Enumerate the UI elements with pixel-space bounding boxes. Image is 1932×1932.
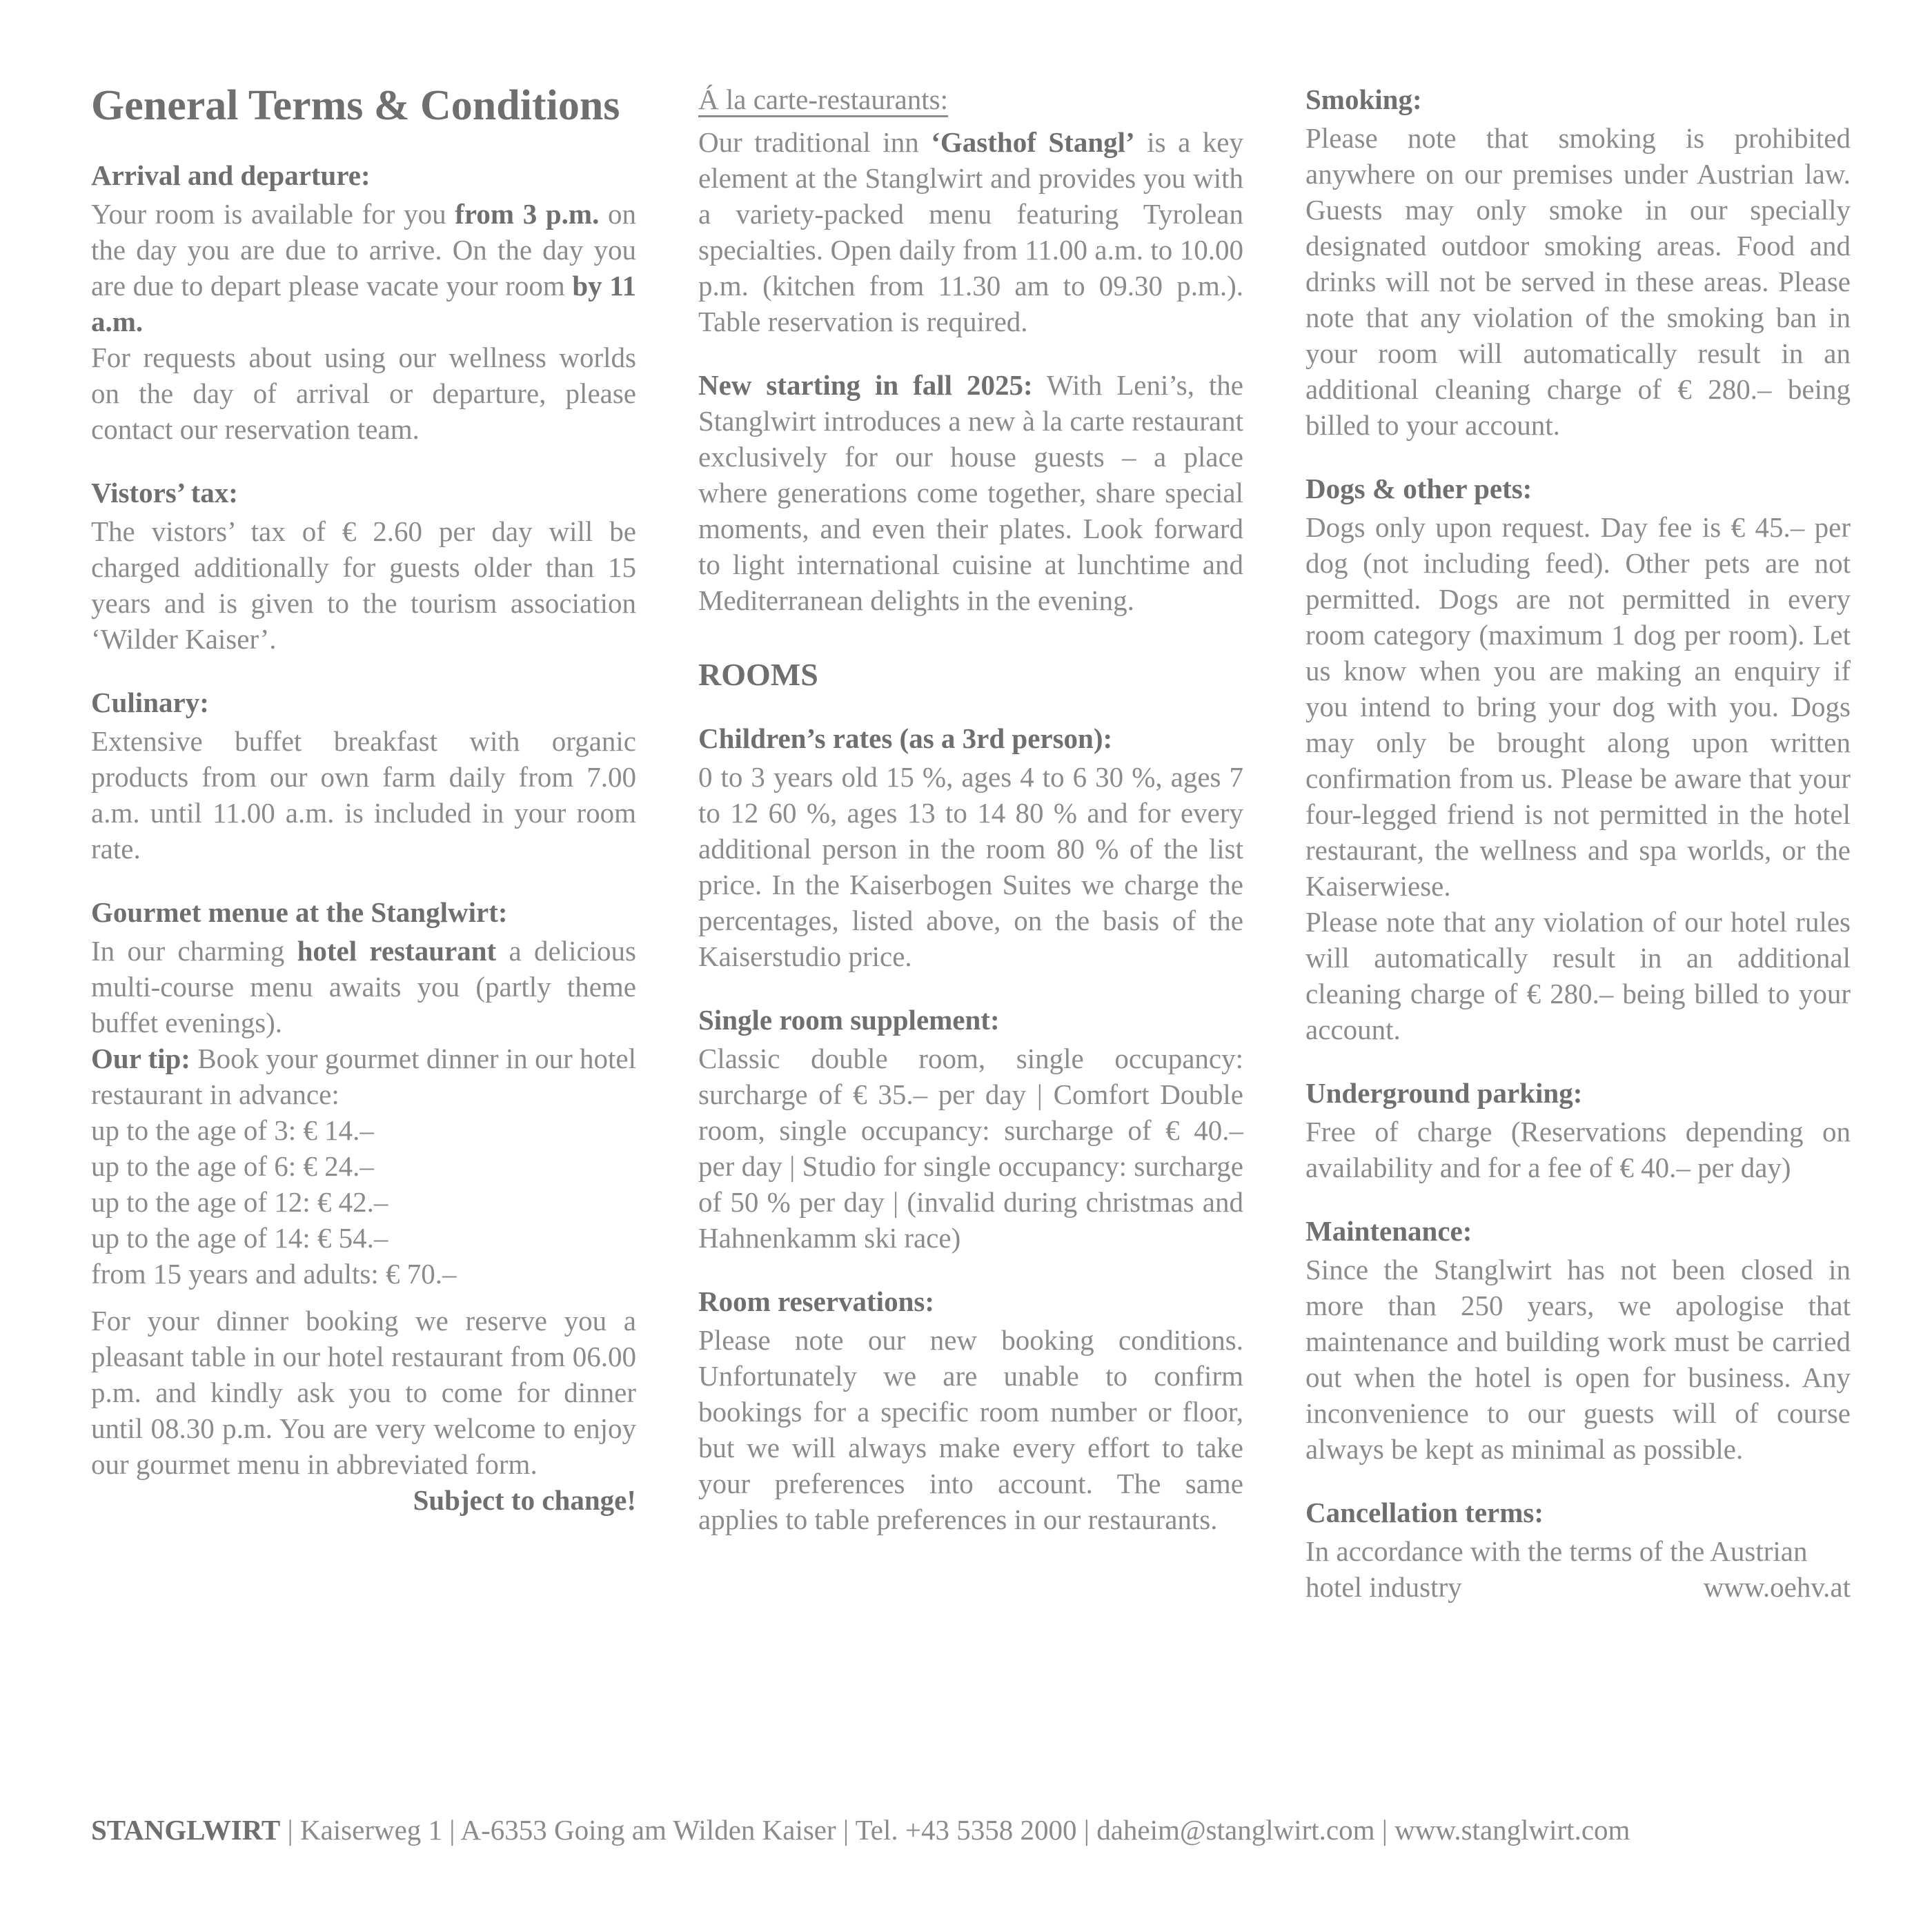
paragraph-single-room-supplement: Classic double room, single occupancy: surcharge of € 35.– per day | Comfort Double room, single occupancy: surcharge of € 40.– per day | Studio for single occupancy: surcharge of 50 % per day | (invalid during christmas and Hahnenkamm ski race) — [698, 1043, 1243, 1254]
paragraph-dinner-booking — [91, 1303, 636, 1516]
heading-smoking: Smoking: — [1305, 83, 1422, 115]
paragraph-tip: Our tip: Book your gourmet dinner in our hotel restaurant in advance: — [91, 1043, 637, 1110]
paragraph-maintenance: Since the Stanglwirt has not been closed in more than 250 years, we apologise that maintenance and building work must be carried out when the hotel is open for business. Any inconvenience to our guests will of course always be kept as minimal as possible. — [1305, 1254, 1851, 1465]
heading-room-reservations: Room reservations: — [698, 1285, 934, 1317]
rate-line-age12: up to the age of 12: € 42.– — [91, 1186, 388, 1218]
rate-line-adults: from 15 years and adults: € 70.– — [91, 1258, 457, 1290]
heading-dogs-pets: Dogs & other pets: — [1305, 473, 1532, 504]
subject-to-change-note: Subject to change! — [413, 1484, 636, 1516]
column-right — [1305, 81, 1851, 1605]
page-title: General Terms & Conditions — [91, 82, 620, 129]
cancellation-text: In accordance with the terms of the Austrian hotel industry — [1305, 1535, 1808, 1603]
paragraph-visitors-tax: The vistors’ tax of € 2.60 per day will be charged additionally for guests older than 15 years and is given to the tourism association ‘Wilder Kaiser’. — [91, 515, 636, 655]
footer-contact-line — [91, 1812, 1851, 1848]
paragraph-underground-parking: Free of charge (Reservations depending on availability and for a fee of € 40.– per day) — [1305, 1116, 1851, 1183]
paragraph-wellness: For requests about using our wellness worlds on the day of arrival or departure, please contact our reservation team. — [91, 342, 636, 445]
rate-line-age14: up to the age of 14: € 54.– — [91, 1222, 388, 1254]
section-title-rooms: ROOMS — [698, 657, 818, 692]
dinner-booking-text: For your dinner booking we reserve you a pleasant table in our hotel restaurant from 06.00 p.m. and kindly ask you to come for dinner until 08.30 p.m. You are very welcome to enjoy our gourmet menu in abbreviated form. — [91, 1305, 636, 1480]
heading-arrival: Arrival and departure: — [91, 159, 371, 191]
paragraph-culinary: Extensive buffet breakfast with organic products from our own farm daily from 7.00 a.m. until 11.00 a.m. is included in your room rate. — [91, 725, 636, 865]
paragraph-gasthof-stangl: Our traditional inn ‘Gasthof Stangl’ is a key element at the Stanglwirt and provides you with a variety-packed menu featuring Tyrolean specialties. Open daily from 11.00 a.m. to 10.00 p.m. (kitchen from 11.30 am to 09.30 p.m.). Table reservation is required. — [698, 126, 1243, 337]
oehv-url: www.oehv.at — [1703, 1571, 1851, 1603]
paragraph-room-reservations: Please note our new booking conditions. Unfortunately we are unable to confirm bookings for a specific room number or floor, but we will always make every effort to take your preferences into account. The same applies to table preferences in our restaurants. — [698, 1324, 1243, 1535]
heading-childrens-rates: Children’s rates (as a 3rd person): — [698, 722, 1113, 754]
heading-visitors-tax: Vistors’ tax: — [91, 477, 238, 509]
heading-single-room-supplement: Single room supplement: — [698, 1004, 1000, 1036]
heading-cancellation-terms: Cancellation terms: — [1305, 1497, 1544, 1528]
paragraph-gourmet: In our charming hotel restaurant a delicious multi-course menu awaits you (partly theme buffet evenings). — [91, 935, 636, 1038]
rate-line-age3: up to the age of 3: € 14.– — [91, 1114, 374, 1146]
heading-gourmet-menu: Gourmet menue at the Stanglwirt: — [91, 896, 508, 928]
column-middle — [698, 81, 1243, 1537]
column-left — [91, 81, 636, 1518]
footer-contact-details: | Kaiserweg 1 | A-6353 Going am Wilden Kaiser | Tel. +43 5358 2000 | daheim@stanglwirt.com | www.stanglwirt.com — [280, 1814, 1630, 1846]
paragraph-cancellation — [1305, 1533, 1851, 1605]
rates-list — [91, 1112, 636, 1292]
heading-a-la-carte: Á la carte-restaurants: — [698, 83, 948, 115]
paragraph-childrens-rates: 0 to 3 years old 15 %, ages 4 to 6 30 %, ages 7 to 12 60 %, ages 13 to 14 80 % and for every additional person in the room 80 % of the list price. In the Kaiserbogen Suites we charge the percentages, listed above, on the basis of the Kaiserstudio price. — [698, 761, 1243, 972]
paragraph-arrival: Your room is available for you from 3 p.m. on the day you are due to arrive. On the day you are due to depart please vacate your room by 11 a.m. — [91, 198, 636, 337]
paragraph-new-fall-2025: New starting in fall 2025: With Leni’s, the Stanglwirt introduces a new à la carte restaurant exclusively for our house guests – a place where generations come together, share special moments, and even their plates. Look forward to light international cuisine at lunchtime and Mediterranean delights in the evening. — [698, 369, 1243, 616]
paragraph-dogs-violation: Please note that any violation of our hotel rules will automatically result in an additional cleaning charge of € 280.– being billed to your account. — [1305, 906, 1851, 1045]
paragraph-smoking: Please note that smoking is prohibited anywhere on our premises under Austrian law. Guests may only smoke in our specially designated outdoor smoking areas. Food and drinks will not be served in these areas. Please note that any violation of the smoking ban in your room will automatically result in an additional cleaning charge of € 280.– being billed to your account. — [1305, 122, 1851, 441]
footer-brand: STANGLWIRT — [91, 1814, 281, 1846]
heading-underground-parking: Underground parking: — [1305, 1077, 1583, 1109]
heading-culinary: Culinary: — [91, 687, 209, 718]
rate-line-age6: up to the age of 6: € 24.– — [91, 1150, 374, 1182]
paragraph-dogs: Dogs only upon request. Day fee is € 45.– per dog (not including feed). Other pets are not permitted. Dogs are not permitted in every room category (maximum 1 dog per room). Let us know when you are making an enquiry if you intend to bring your dog with you. Dogs may only be brought along upon written confirmation from us. Please be aware that your four-legged friend is not permitted in the hotel restaurant, the wellness and spa worlds, or the Kaiserwiese. — [1305, 511, 1851, 902]
heading-maintenance: Maintenance: — [1305, 1215, 1472, 1247]
